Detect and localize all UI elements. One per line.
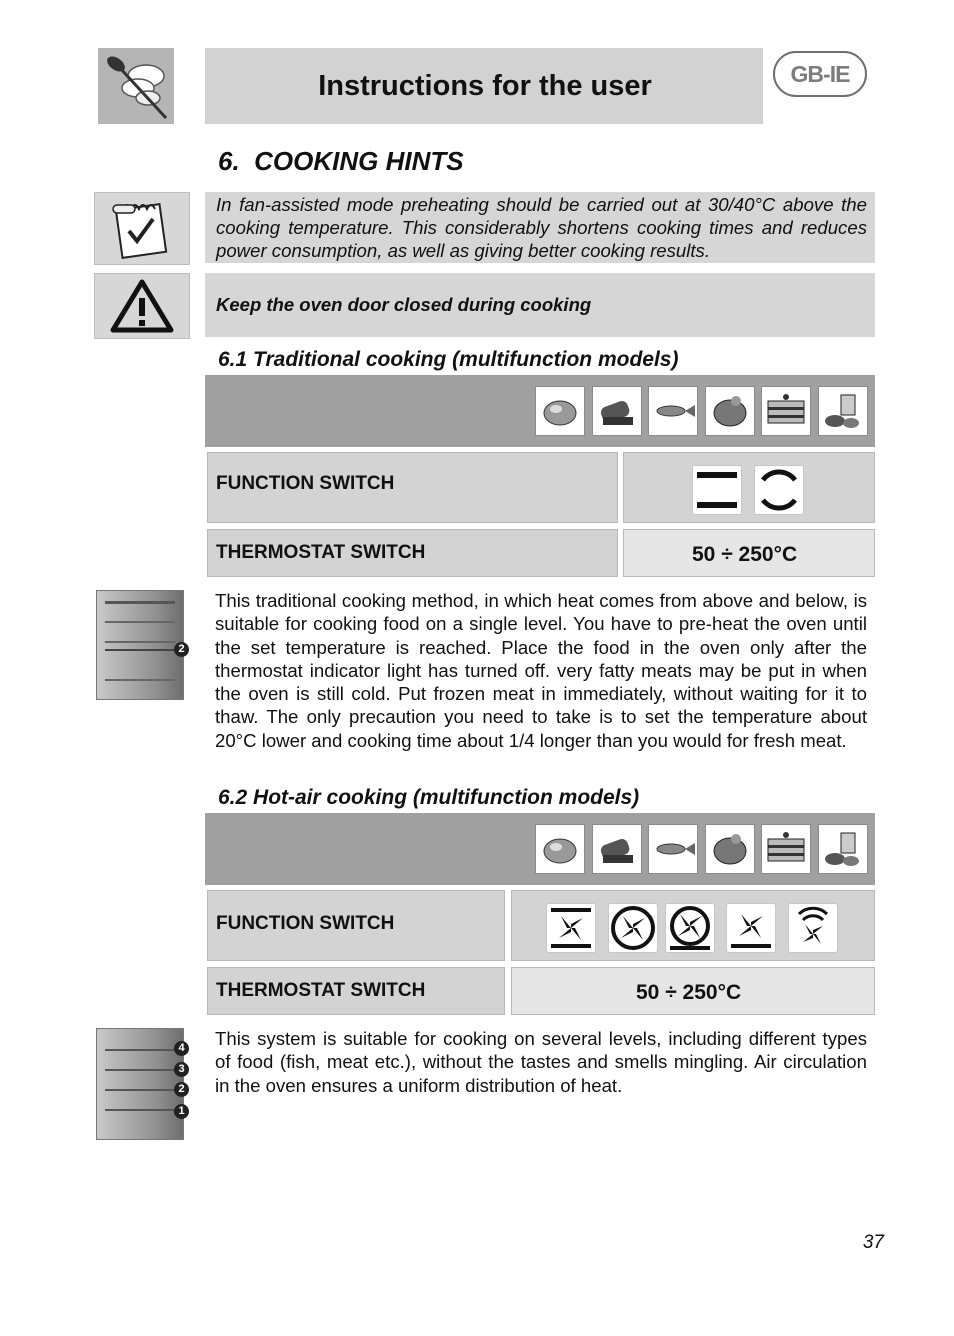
region-badge-label: GB-IE — [790, 60, 850, 87]
poultry-icon — [705, 386, 755, 436]
shelf-level-marker-4: 4 — [174, 1041, 189, 1056]
vegetables-icon — [818, 824, 868, 874]
hotair-thermostat-range-cell — [511, 967, 875, 1015]
poultry-icon — [705, 824, 755, 874]
traditional-thermostat-range: 50 ÷ 250°C — [692, 543, 798, 566]
fan-circular-bottom-icon — [665, 903, 715, 953]
header-title-bar — [205, 48, 763, 124]
traditional-thermostat-label-cell — [207, 529, 618, 577]
chef-spoon-icon — [98, 48, 174, 124]
fish-icon — [648, 824, 698, 874]
hotair-food-bar — [205, 813, 875, 885]
roast-meat-icon — [535, 386, 585, 436]
oven-multi-level-diagram — [96, 1028, 184, 1140]
cake-icon — [761, 386, 811, 436]
hotair-thermostat-range: 50 ÷ 250°C — [636, 981, 742, 1004]
hotair-function-label-cell — [207, 890, 505, 961]
page-number: 37 — [862, 1232, 884, 1253]
warning-icon-box — [94, 273, 190, 339]
notepad-check-icon — [107, 199, 177, 259]
traditional-description-text: This traditional cooking method, in which heat comes from above and below, is suitable for cooking food on a single level. You have to pre-heat the oven until the set temperature is reached. Place the food in the oven only after the thermostat indicator light has turned off. very fatty meats may be put in when the oven is still cold. Put frozen meat in immediately, without waiting for it to thaw. The only precaution you need to take is to set the temperature about 20°C lower and cooking time about 1/4 longer than you would for fresh meat. — [215, 590, 867, 751]
oven-single-level-diagram — [96, 590, 184, 700]
fan-bottom-icon — [726, 903, 776, 953]
section-number: 6. — [218, 146, 240, 176]
hotair-description-text: This system is suitable for cooking on several levels, including different types of food (fish, meat etc.), without the tastes and smells mingling. Air circulation in the oven ensures a uniform distribution of heat. — [215, 1028, 867, 1096]
hotair-function-label: FUNCTION SWITCH — [216, 913, 395, 934]
door-warning-text: Keep the oven door closed during cooking — [216, 294, 592, 315]
warning-triangle-icon — [109, 278, 175, 334]
bread-loaf-icon — [592, 386, 642, 436]
section-heading — [218, 146, 464, 177]
shelf-level-marker-3: 3 — [174, 1062, 189, 1077]
traditional-function-symbols-cell — [623, 452, 875, 523]
shelf-level-marker: 2 — [174, 642, 189, 657]
hotair-description — [215, 1027, 867, 1097]
vegetables-icon — [818, 386, 868, 436]
bread-loaf-icon — [592, 824, 642, 874]
circular-element-icon — [754, 465, 804, 515]
roast-meat-icon — [535, 824, 585, 874]
fish-icon — [648, 386, 698, 436]
traditional-description — [215, 589, 867, 752]
cake-icon — [761, 824, 811, 874]
traditional-food-bar — [205, 375, 875, 447]
page-title: Instructions for the user — [318, 69, 652, 102]
shelf-level-marker-1: 1 — [174, 1104, 189, 1119]
chef-logo — [98, 48, 174, 124]
door-warning — [205, 273, 875, 337]
hotair-heading: 6.2 Hot-air cooking (multifunction models) — [218, 786, 640, 809]
preheat-note-text: In fan-assisted mode preheating should be carried out at 30/40°C above the cooking temperature. This considerably shortens cooking times and reduces power consumption, as well as giving better cooking results. — [216, 194, 867, 261]
shelf-level-marker-2: 2 — [174, 1082, 189, 1097]
fan-circular-icon — [608, 903, 658, 953]
fan-top-bottom-icon — [546, 903, 596, 953]
traditional-thermostat-label: THERMOSTAT SWITCH — [216, 542, 426, 563]
preheat-note — [205, 192, 875, 263]
traditional-function-label-cell — [207, 452, 618, 523]
traditional-thermostat-range-cell — [623, 529, 875, 577]
hotair-function-symbols-cell — [511, 890, 875, 961]
region-badge — [773, 51, 867, 97]
hotair-thermostat-label-cell — [207, 967, 505, 1015]
traditional-function-label: FUNCTION SWITCH — [216, 473, 395, 494]
traditional-heading: 6.1 Traditional cooking (multifunction models) — [218, 348, 679, 371]
section-title: COOKING HINTS — [254, 146, 464, 176]
fan-grill-icon — [788, 903, 838, 953]
note-icon-box — [94, 192, 190, 265]
hotair-thermostat-label: THERMOSTAT SWITCH — [216, 980, 426, 1001]
top-bottom-heat-icon — [692, 465, 742, 515]
